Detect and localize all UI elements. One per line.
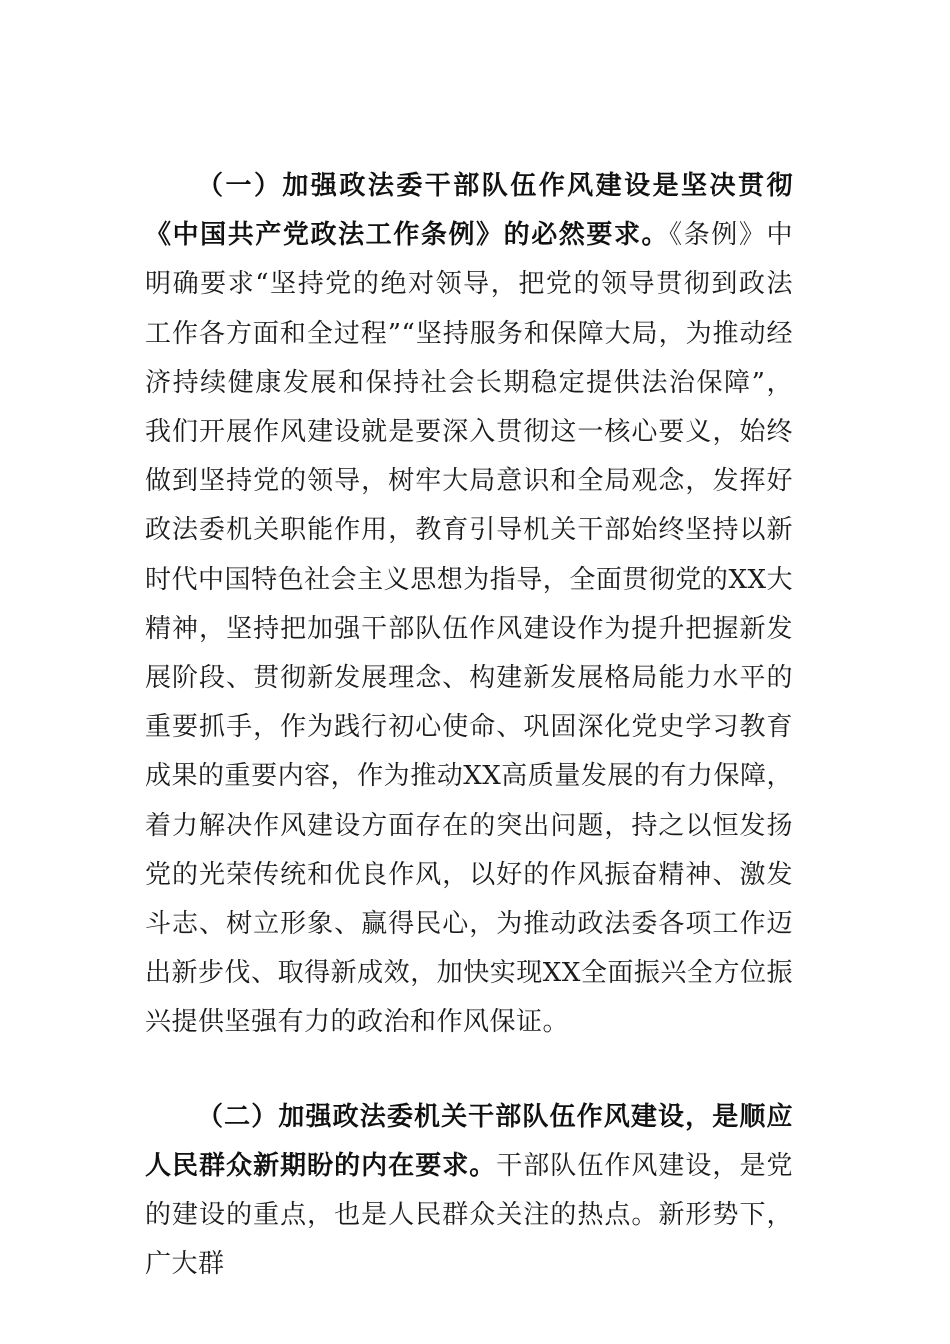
paragraph-1: [145, 162, 793, 1048]
paragraph-1-text: 《条例》中明确要求“坚持党的绝对领导，把党的领导贯彻到政法工作各方面和全过程”“坚持服务和保障大局，为推动经济持续健康发展和保持社会长期稳定提供法治保障”，我们开展作风建设就是要深入贯彻这一核心要义，始终做到坚持党的领导，树牢大局意识和全局观念，发挥好政法委机关职能作用，教育引导机关干部始终坚持以新时代中国特色社会主义思想为指导，全面贯彻党的XX大精神，坚持把加强干部队伍作风建设作为提升把握新发展阶段、贯彻新发展理念、构建新发展格局能力水平的重要抓手，作为践行初心使命、巩固深化党史学习教育成果的重要内容，作为推动XX高质量发展的有力保障，着力解决作风建设方面存在的突出问题，持之以恒发扬党的光荣传统和优良作风，以好的作风振奋精神、激发斗志、树立形象、赢得民心，为推动政法委各项工作迈出新步伐、取得新成效，加快实现XX全面振兴全方位振兴提供坚强有力的政治和作风保证。: [145, 220, 793, 1038]
paragraph-2: [145, 1093, 793, 1290]
paragraph-1-heading: （一）加强政法委干部队伍作风建设是坚决贯彻《中国共产党政法工作条例》的必然要求。: [145, 171, 793, 251]
document-body: [145, 162, 793, 1289]
paragraph-2-heading: （二）加强政法委机关干部队伍作风建设，是顺应人民群众新期盼的内在要求。: [145, 1101, 793, 1181]
paragraph-2-text: 干部队伍作风建设，是党的建设的重点，也是人民群众关注的热点。新形势下，广大群: [145, 1150, 793, 1280]
